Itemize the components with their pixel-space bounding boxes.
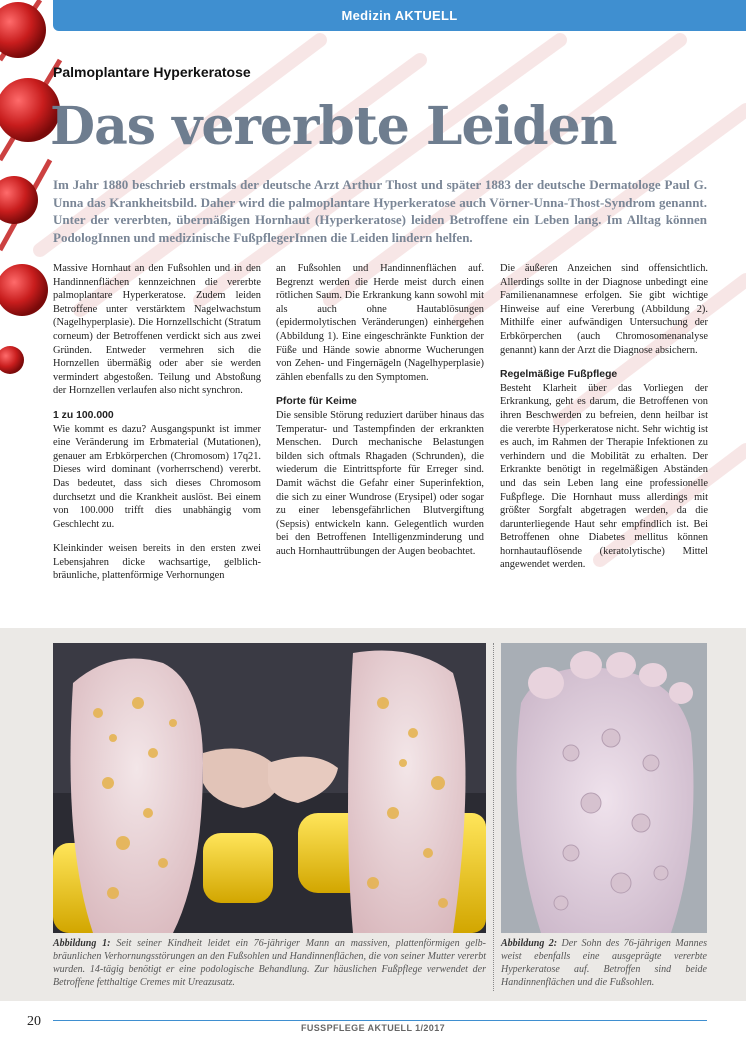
section-label: Medizin AKTUELL [341,8,458,23]
figure-1-label: Abbildung 1: [53,938,111,949]
figure-1-text: Seit seiner Kindheit leidet ein 76-jähriger Mann an massiven, plattenförmigen gelb-bräunlichen Verhornungsstörungen an den Fußsohlen und Handinnenflächen, die von seiner Mutter vererbt wurden. 14-tägig benötigt er eine podologische Behandlung. Zur häuslichen Fußpflege verwendet der Betroffene fetthaltige Cremes mit Ureazusatz. [53,938,486,988]
column-1 [53,262,261,594]
figure-2-label: Abbildung 2: [501,938,558,949]
figure-2-photo [501,643,707,933]
figure-divider [493,643,494,991]
article-title: Das vererbte Leiden [50,96,617,157]
column-2 [276,262,484,569]
paragraph: Kleinkinder weisen bereits in den ersten zwei Lebensjahren dicke wachsartige, gelblich-bräunliche, plattenförmige Verhornungen [53,543,261,582]
subheading: Pforte für Keime [276,396,357,408]
dna-sphere [0,2,46,58]
paragraph: an Fußsohlen und Handinnenflächen auf. Begrenzt werden die Herde meist durch einen rötlichen Saum. Die Erkrankung kann sowohl mit als auch ohne Hautablösungen (epidermolytischen Veränderungen) einhergehen (Abbildung 1). Eine eingeschränkte Funktion der Füße und Hände sowie abnorme Wucherungen von Zehen- und Fingernägeln (Nagelhyperplasie) zählen ebenfalls zu den Symptomen. [276,263,484,383]
subheading: Regelmäßige Fußpflege [500,369,618,381]
paragraph: Die sensible Störung reduziert darüber hinaus das Temperatur- und Tastempfinden der erkrankten Menschen. Durch mechanische Belastungen bilden sich oftmals Rhagaden (Schrunden), die wiederum die Eintrittspforte für Erreger sind. Damit wächst die Gefahr einer Superinfektion, die sich zu einer Wundrose (Erysipel) oder sogar zu einer lebensgefährlichen Blutvergiftung (Sepsis) entwickeln kann. Gelegentlich wurden bei den Betroffenen Intelligenzminderung und auch Hornhauttrübungen der Augen beobachtet. [276,409,484,557]
article-lead: Im Jahr 1880 beschrieb erstmals der deutsche Arzt Arthur Thost und später 1883 der deutsche Dermatologe Paul G. Unna das Krankheitsbild. Daher wird die palmoplantare Hyperkeratose auch Vörner-Unna-Thost-Syndrom genannt. Unter der vererbten, übermäßigen Hornhaut (Hyperkeratose) leiden Betroffene ein Leben lang. Im Alltag können PodologInnen und medizinische FußpflegerInnen die Leiden lindern helfen. [53,177,707,245]
article-kicker: Palmoplantare Hyperkeratose [53,64,251,80]
page-number: 20 [27,1014,41,1029]
journal-name: FUSSPFLEGE AKTUELL 1/2017 [300,1023,446,1033]
figure-1-caption [53,937,486,989]
figure-2-caption [501,937,707,989]
dna-sphere [0,264,48,316]
figure-2-text: Der Sohn des 76-jährigen Mannes weist ebenfalls eine ausgeprägte vererbte Hyperkeratose auf. Betroffen sind beide Handinnenflächen und die Fußsohlen. [501,938,707,988]
paragraph: Besteht Klarheit über das Vorliegen der Erkrankung, geht es darum, die Betroffenen von ihren Beschwerden zu befreien, denn heilbar ist die vererbte Hyperkeratose nicht. Sehr wichtig ist es auch, im Rahmen der Therapie Infektionen zu verhindern und die Mobilität zu erhalten. Der Erkrankte benötigt in regelmäßigen Abständen und das sein Leben lang eine professionelle Fußpflege. Die Hornhaut muss allerdings mit größter Sorgfalt abgetragen werden, da die darunterliegende Haut sehr empfindlich ist. Bei Betroffenen ohne Diabetes mellitus können hornhautauflösende (keratolytische) Mittel angewendet werden. [500,382,708,571]
paragraph: Wie kommt es dazu? Ausgangspunkt ist immer eine Veränderung im Erbmaterial (Mutationen), genauer am Erbkörperchen (Chromosom) 17q21. Dieses wird dominant (vorherrschend) vererbt. Das bedeutet, dass sich dieses Chromosom durchsetzt und die Krankheit auslöst. Bei einem von 100.000 trifft dies unabhängig vom Geschlecht zu. [53,423,261,530]
dna-sphere [0,346,24,374]
subheading: 1 zu 100.000 [53,409,114,421]
column-3 [500,262,708,583]
footer-rule [53,1020,707,1021]
dna-sphere [0,176,38,224]
paragraph: Massive Hornhaut an den Fußsohlen und in den Handinnenflächen kennzeichnen die vererbte palmoplantare Hyperkeratose. Zudem leiden Betroffene unter verstärktem Nagelwachstum (Nagelhyperplasie). Die Hornzellschicht (Stratum corneum) der Betroffenen verdickt sich aus zwei Gründen. Entweder vermehren sich die Hornzellen übermäßig oder aber sie werden vermindert abgestoßen. Teilung und Abstoßung der Hornzellen verlaufen also nicht synchron. [53,263,261,397]
section-header [53,0,746,31]
figure-1-photo [53,643,486,933]
paragraph: Die äußeren Anzeichen sind offensichtlich. Allerdings sollte in der Diagnose unbedingt eine Familienanamnese erfolgen. Sie gibt wichtige Hinweise auf eine Vererbung (Abbildung 2). Mithilfe einer aufwändigen Untersuchung der Erbkörperchen (auch Chromosomenanalyse genannt) kann der Arzt die Diagnose absichern. [500,263,708,356]
